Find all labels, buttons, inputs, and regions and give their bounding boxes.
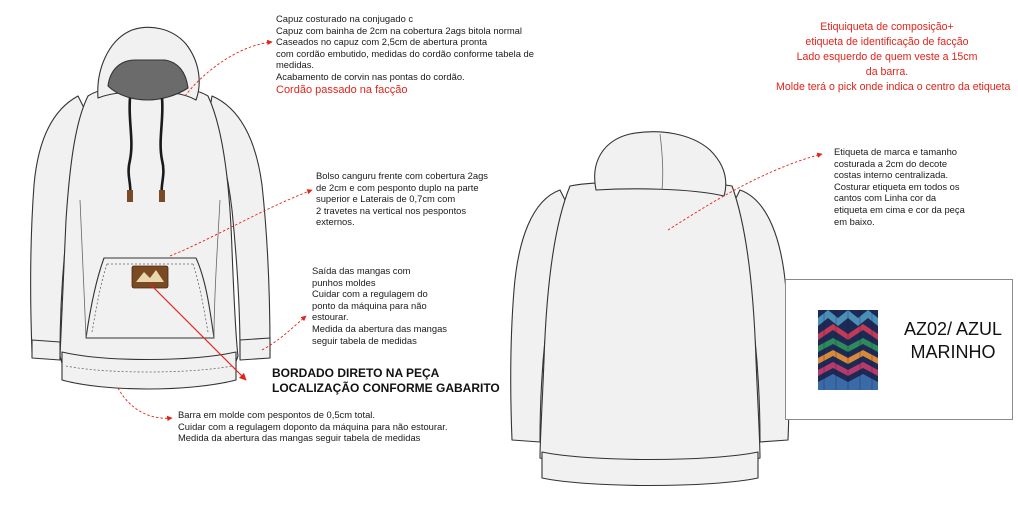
note-sleeves-line: estourar. (312, 311, 349, 323)
note-hood-line: Acabamento de corvin nas pontas do cordão. (276, 70, 465, 82)
hoodie-front (31, 27, 270, 389)
note-brand-label-line: Costurar etiqueta em todos os (834, 180, 960, 192)
note-pocket-line: de 2cm e com pesponto duplo na parte (316, 181, 479, 193)
color-code-line: MARINHO (910, 342, 996, 362)
note-hem-line: Barra em molde com pespontos de 0,5cm total. (178, 409, 375, 420)
note-sleeves-line: punhos moldes (312, 276, 376, 288)
note-brand-label-line: costas interno centralizada. (834, 169, 949, 181)
note-hood-line: Caseados no capuz com 2,5cm de abertura pronta (276, 36, 488, 48)
note-sleeves-line: ponto da máquina para não (312, 299, 427, 311)
back-hood (595, 132, 726, 196)
note-composition-line: Molde terá o pick onde indica o centro da etiqueta (776, 81, 1011, 93)
note-sleeves-line: Saída das mangas com (312, 265, 411, 276)
arrow-hem (118, 388, 172, 418)
front-right-cuff (240, 338, 270, 360)
color-code-label (894, 318, 1012, 364)
note-sleeves-line: Medida da abertura das mangas (312, 322, 447, 334)
note-hood-line: Capuz costurado na conjugado c (276, 13, 414, 24)
note-hood-line: com cordão embutido, medidas do cordão conforme tabela de (276, 47, 534, 59)
back-body (540, 182, 760, 468)
note-brand-label-line: cantos com Linha cor da (834, 192, 937, 204)
note-hood-highlight: Cordão passado na facção (276, 83, 408, 96)
drawstring-tip-left (127, 190, 133, 202)
note-sleeves (312, 265, 447, 346)
note-hem (178, 409, 447, 444)
note-hood-line: Capuz com bainha de 2cm na cobertura 2ags bitola normal (276, 24, 522, 36)
note-hood (276, 13, 534, 98)
note-pocket-line: superior e Laterais de 0,7cm com (316, 193, 456, 205)
note-brand-label-line: costurada a 2cm do decote (834, 157, 948, 169)
note-composition-line: etiqueta de identificação de facção (805, 36, 969, 48)
note-pocket-line: 2 travetes na vertical nos pespontos (316, 204, 467, 216)
note-embroidery (272, 366, 500, 396)
note-hem-line: Cuidar com a regulagem doponto da máquina para não estourar. (178, 420, 448, 432)
note-sleeves-line: Cuidar com a regulagem do (312, 288, 428, 300)
drawstring-tip-right (159, 190, 165, 202)
hoodie-back (511, 132, 790, 486)
note-hood-line: medidas. (276, 59, 315, 71)
note-pocket-line: Bolso canguru frente com cobertura 2ags (316, 170, 488, 181)
note-hem-line: Medida da abertura das mangas seguir tabela de medidas (178, 432, 421, 444)
note-brand-label-line: em baixo. (834, 215, 875, 227)
note-pocket (316, 170, 488, 228)
note-brand-label-line: Etiqueta de marca e tamanho (834, 146, 957, 157)
fabric-swatch (818, 310, 878, 390)
note-composition-label (776, 20, 1011, 95)
note-pocket-line: externos. (316, 216, 355, 228)
note-brand-label-line: etiqueta em cima e cor da peça (834, 203, 965, 215)
front-hood-lining (108, 60, 188, 100)
color-card (785, 279, 1013, 420)
note-composition-line: da barra. (865, 66, 909, 78)
note-composition-line: Lado esquerdo de quem veste a 15cm (796, 51, 978, 63)
note-embroidery-line: BORDADO DIRETO NA PEÇA (272, 366, 440, 380)
note-sleeves-line: seguir tabela de medidas (312, 334, 417, 346)
front-left-cuff (32, 340, 60, 360)
note-brand-label (834, 146, 965, 227)
color-code-line: AZ02/ AZUL (903, 319, 1003, 339)
note-embroidery-line: LOCALIZAÇÃO CONFORME GABARITO (272, 381, 500, 395)
front-body (60, 86, 238, 386)
note-composition-line: Etiquiqueta de composição+ (820, 21, 954, 33)
